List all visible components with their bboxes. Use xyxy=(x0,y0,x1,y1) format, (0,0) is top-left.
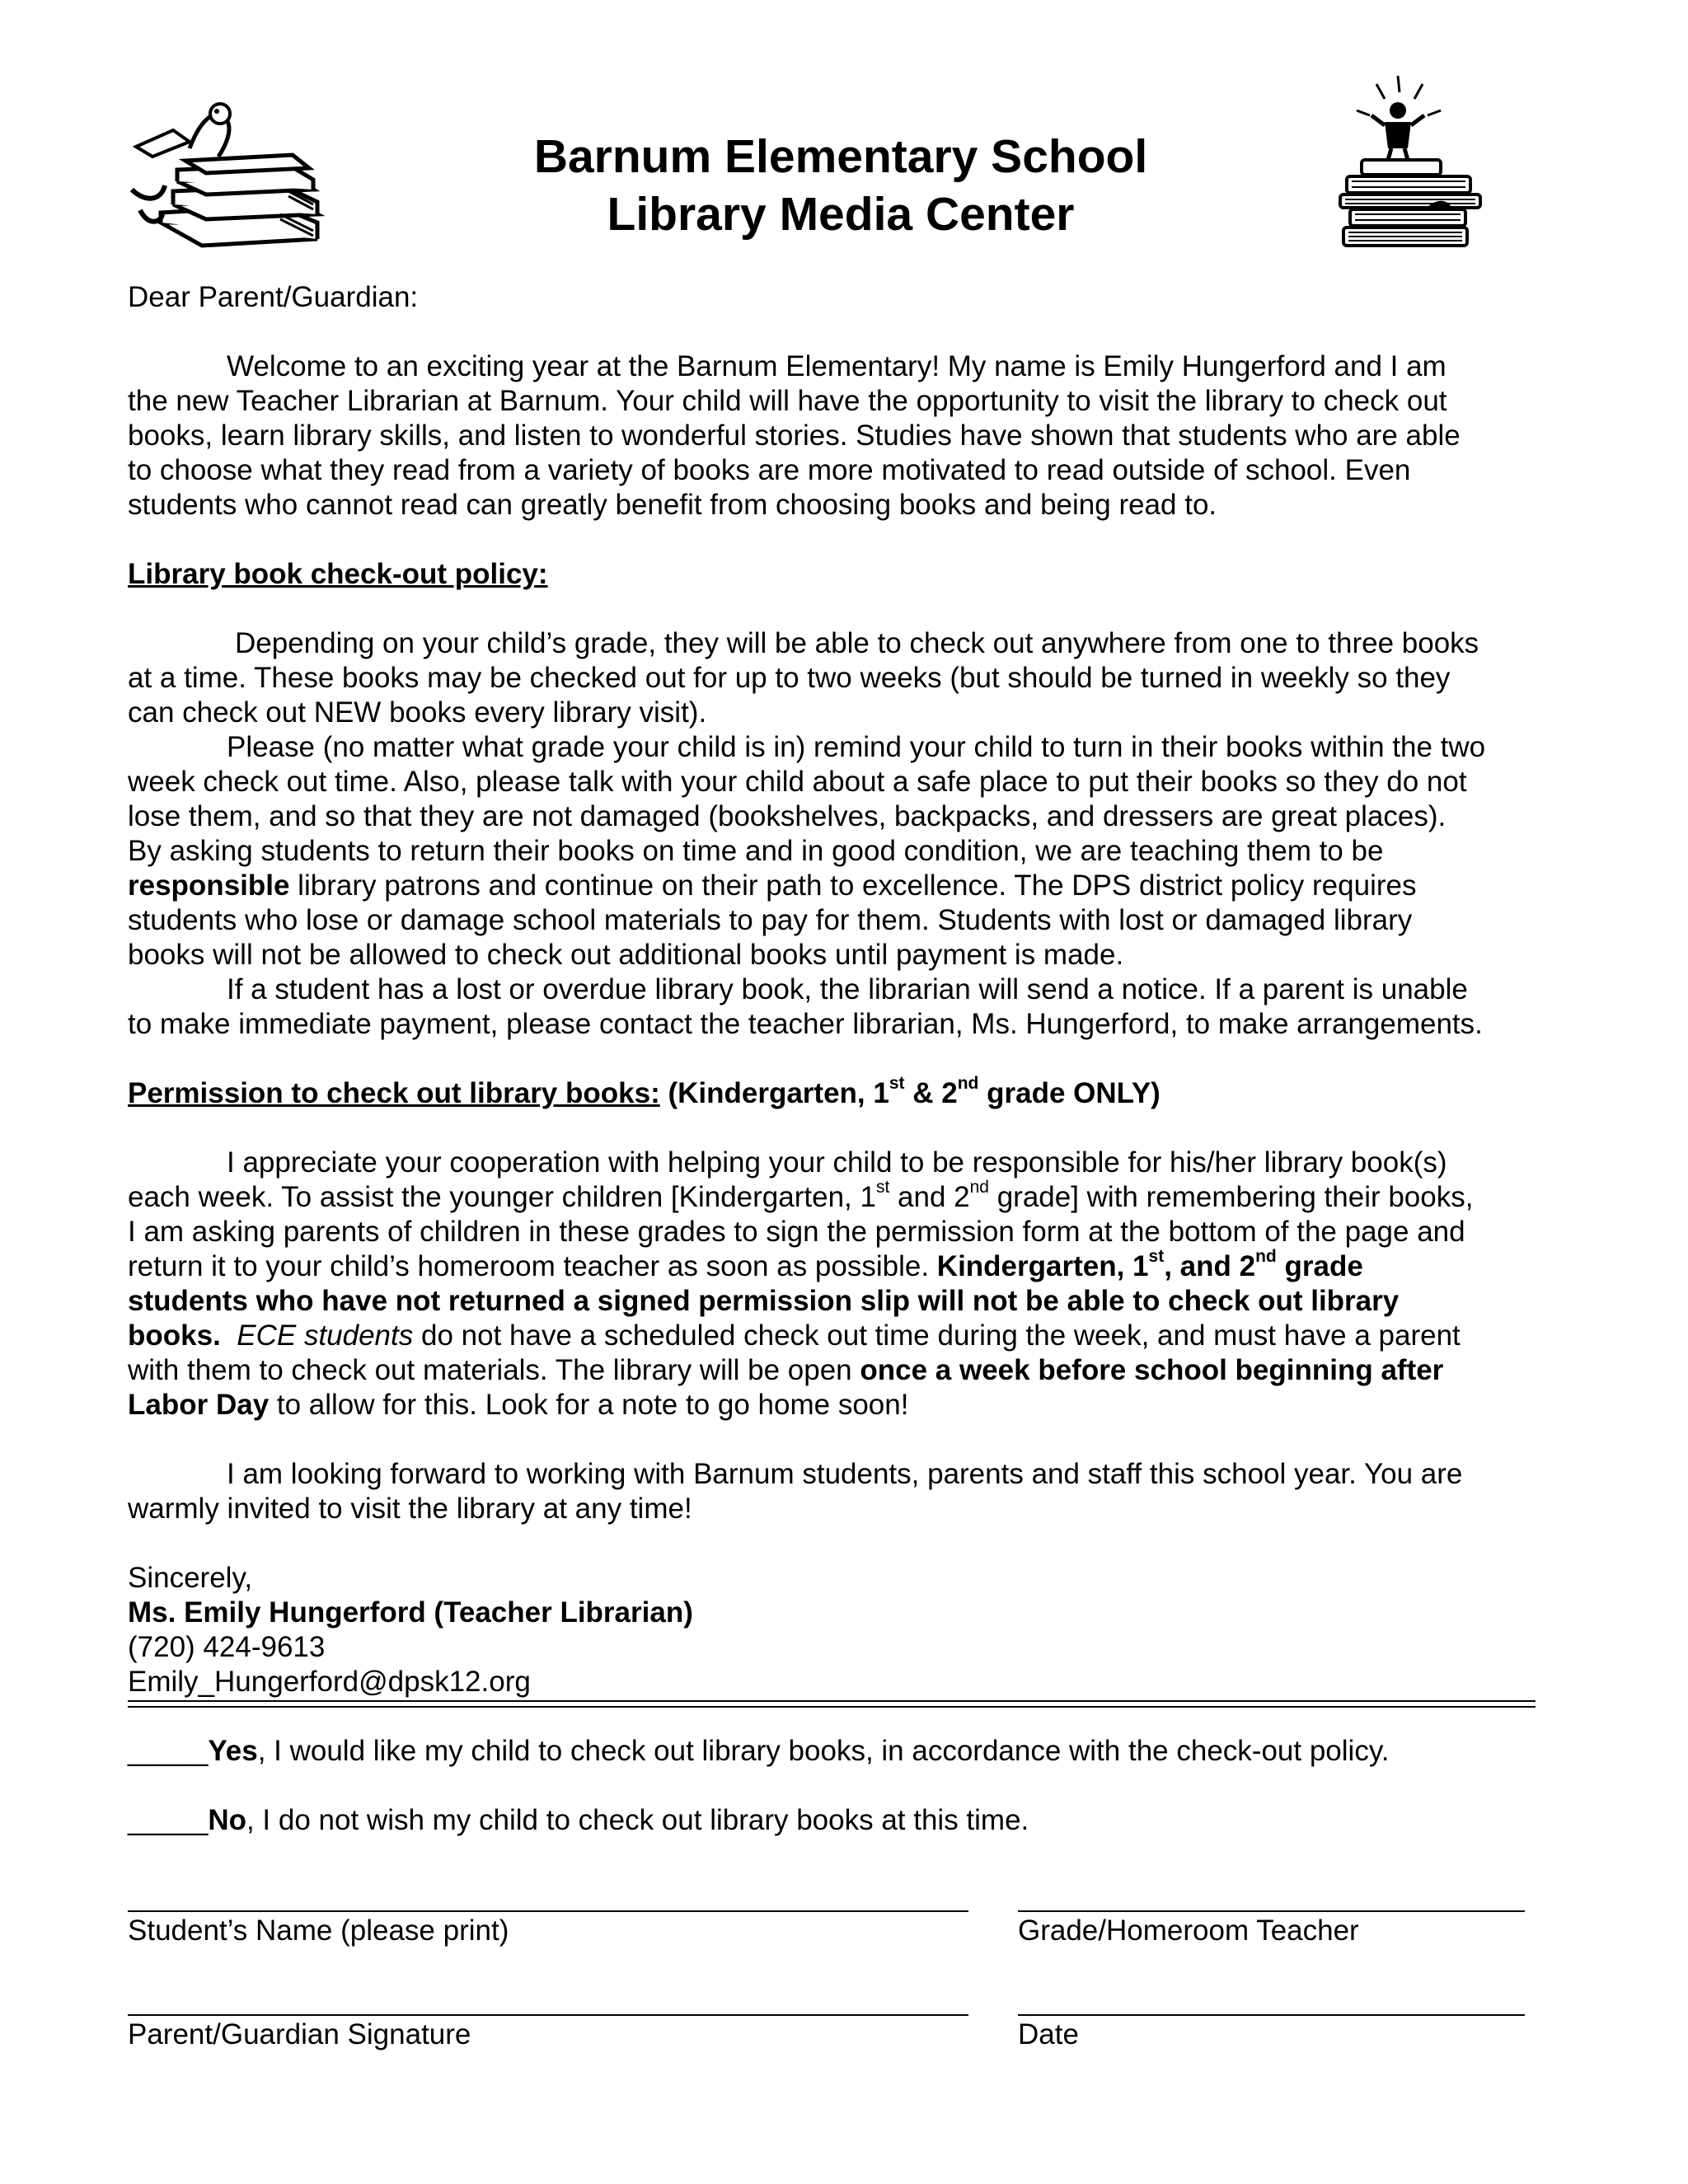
bold-span: grade xyxy=(1276,1250,1363,1282)
grades-text: & 2 xyxy=(904,1077,958,1109)
ordinal-sup: st xyxy=(889,1074,905,1094)
yes-blank[interactable]: _____ xyxy=(128,1735,209,1767)
intro-line: students who cannot read can greatly benefit from choosing books and being read to. xyxy=(128,489,1217,521)
policy-line: If a student has a lost or overdue library book, the librarian will send a notice. If a parent is unable xyxy=(227,973,1468,1005)
student-name-label: Student’s Name (please print) xyxy=(128,1915,509,1947)
bold-span: Labor Day xyxy=(128,1389,270,1421)
yes-text: , I would like my child to check out library books, in accordance with the check-out policy. xyxy=(257,1735,1390,1767)
policy-line: Depending on your child’s grade, they will be able to check out anywhere from one to three books xyxy=(235,627,1479,659)
grades-text: grade ONLY) xyxy=(978,1077,1160,1109)
policy-line: By asking students to return their books on time and in good condition, we are teaching them to be xyxy=(128,835,1384,867)
permission-heading-line xyxy=(128,1076,1160,1111)
policy-line: at a time. These books may be checked out for up to two weeks (but should be turned in weekly so they xyxy=(128,662,1451,694)
intro-line: books, learn library skills, and listen to wonderful stories. Studies have shown that students who are able xyxy=(128,419,1461,452)
date-label: Date xyxy=(1018,2018,1079,2050)
policy-line: lose them, and so that they are not damaged (bookshelves, backpacks, and dressers are great places). xyxy=(128,800,1447,832)
bold-span: once a week before school beginning after xyxy=(860,1354,1444,1386)
signer-name: Ms. Emily Hungerford (Teacher Librarian) xyxy=(128,1596,693,1629)
text-span: return it to your child’s homeroom teacher as soon as possible. xyxy=(128,1250,937,1282)
bold-span: books. xyxy=(128,1319,221,1352)
policy-heading: Library book check-out policy: xyxy=(128,558,548,590)
permission-line: I am asking parents of children in these grades to sign the permission form at the bottom of the page and xyxy=(128,1216,1465,1248)
responsible-rest: library patrons and continue on their path to excellence. The DPS district policy requires xyxy=(289,869,1417,902)
permission-line xyxy=(128,1319,1461,1353)
bold-span: Kindergarten, 1 xyxy=(936,1250,1149,1282)
ordinal-sup: nd xyxy=(957,1074,979,1094)
permission-line xyxy=(128,1353,1443,1388)
separator-rule xyxy=(128,1700,1536,1702)
signoff: Sincerely, xyxy=(128,1562,253,1594)
no-option[interactable] xyxy=(128,1803,1029,1838)
student-name-line[interactable] xyxy=(128,1910,968,1912)
text-span: each week. To assist the younger children [Kindergarten, 1 xyxy=(128,1181,876,1213)
policy-line: Please (no matter what grade your child is in) remind your child to turn in their books within the two xyxy=(227,731,1486,763)
permission-line xyxy=(128,1249,1363,1284)
signer-email: Emily_Hungerford@dpsk12.org xyxy=(128,1666,531,1698)
permission-heading: Permission to check out library books: xyxy=(128,1077,660,1109)
yes-word: Yes xyxy=(208,1735,258,1767)
signature-label: Parent/Guardian Signature xyxy=(128,2018,471,2050)
date-line[interactable] xyxy=(1018,2014,1525,2016)
ordinal-sup: nd xyxy=(969,1178,989,1197)
separator-rule xyxy=(128,1706,1536,1708)
permission-line xyxy=(128,1388,908,1422)
closing-line: warmly invited to visit the library at any time! xyxy=(128,1493,692,1525)
signature-line[interactable] xyxy=(128,2014,968,2016)
ordinal-sup: nd xyxy=(1255,1247,1277,1267)
permission-line: I appreciate your cooperation with helping your child to be responsible for his/her library book(s) xyxy=(227,1146,1447,1179)
permission-line-bold: students who have not returned a signed permission slip will not be able to check out library xyxy=(128,1285,1400,1317)
signer-phone: (720) 424-9613 xyxy=(128,1631,326,1663)
policy-line-responsible xyxy=(128,869,1416,903)
ordinal-sup: st xyxy=(875,1178,890,1197)
intro-line: to choose what they read from a variety of books are more motivated to read outside of school. Even xyxy=(128,454,1411,486)
library-center-title: Library Media Center xyxy=(607,188,1075,241)
school-name: Barnum Elementary School xyxy=(533,130,1148,183)
policy-line: week check out time. Also, please talk with your child about a safe place to put their books so they do not xyxy=(128,766,1467,798)
responsible-word: responsible xyxy=(128,869,290,902)
text-span: grade] with remembering their books, xyxy=(988,1181,1474,1213)
grade-label: Grade/Homeroom Teacher xyxy=(1018,1915,1359,1947)
book-stack-worm-icon xyxy=(128,99,334,255)
italic-span: ECE students xyxy=(237,1319,414,1352)
grade-line[interactable] xyxy=(1018,1910,1525,1912)
intro-line: Welcome to an exciting year at the Barnum Elementary! My name is Emily Hungerford and I am xyxy=(227,350,1447,382)
permission-line xyxy=(128,1180,1473,1215)
text-span: to allow for this. Look for a note to go home soon! xyxy=(269,1389,909,1421)
text-span: do not have a scheduled check out time during the week, and must have a parent xyxy=(413,1319,1461,1352)
yes-option[interactable] xyxy=(128,1734,1389,1769)
kid-on-books-icon xyxy=(1335,74,1492,255)
no-word: No xyxy=(208,1804,246,1836)
policy-line: students who lose or damage school materials to pay for them. Students with lost or damaged library xyxy=(128,904,1413,936)
text-span: with them to check out materials. The library will be open xyxy=(128,1354,860,1386)
bold-span: , and 2 xyxy=(1164,1250,1256,1282)
policy-line: can check out NEW books every library visit). xyxy=(128,696,707,729)
policy-line: books will not be allowed to check out additional books until payment is made. xyxy=(128,939,1124,971)
text-span: and 2 xyxy=(889,1181,970,1213)
closing-line: I am looking forward to working with Barnum students, parents and staff this school year. You are xyxy=(227,1458,1463,1490)
intro-line: the new Teacher Librarian at Barnum. Your child will have the opportunity to visit the library to check out xyxy=(128,385,1447,417)
salutation: Dear Parent/Guardian: xyxy=(128,281,419,313)
no-text: , I do not wish my child to check out library books at this time. xyxy=(246,1804,1029,1836)
grades-text: (Kindergarten, 1 xyxy=(659,1077,889,1109)
ordinal-sup: st xyxy=(1148,1247,1165,1267)
policy-line: to make immediate payment, please contact the teacher librarian, Ms. Hungerford, to make arrangements. xyxy=(128,1008,1483,1040)
no-blank[interactable]: _____ xyxy=(128,1804,209,1836)
